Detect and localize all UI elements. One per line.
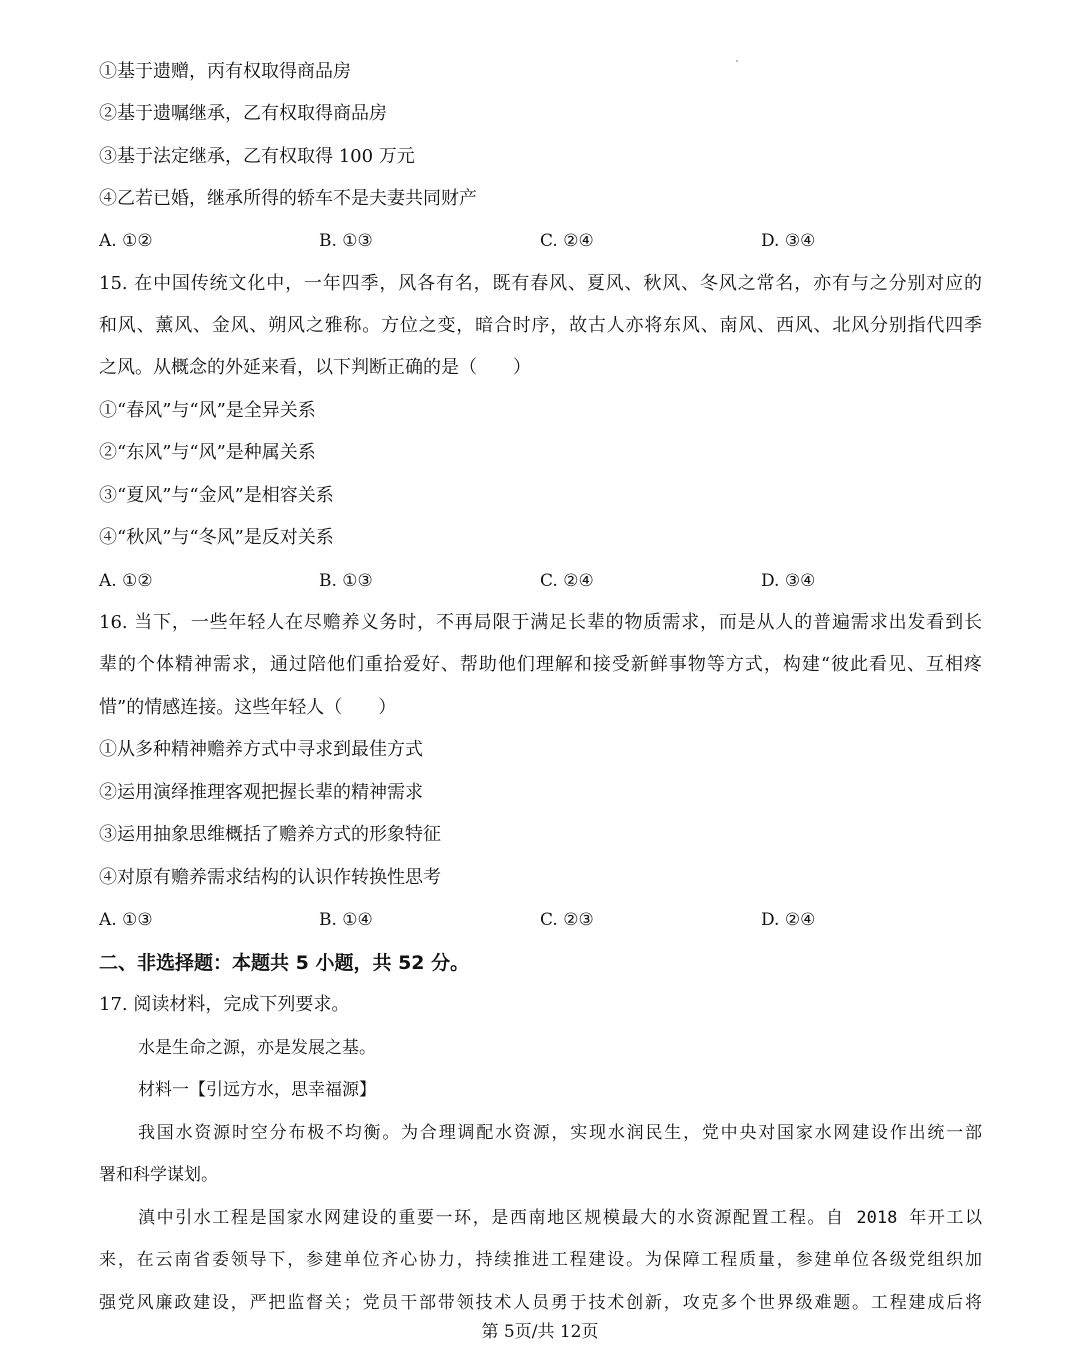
q17-material1-title: 材料一【引远方水，思幸福源】 <box>138 1080 376 1100</box>
q16-stem-line-1: 16. 当下，一些年轻人在尽赡养义务时，不再局限于满足长辈的物质需求，而是从人的普遍需求出发看到长 <box>99 612 982 633</box>
q15-stem-line-2: 和风、薰风、金风、朔风之雅称。方位之变，暗合时序，故古人亦将东风、南风、西风、北风分别指代四季 <box>99 315 982 336</box>
q16-option-b[interactable]: B. ①④ <box>319 910 373 930</box>
q15-stem-line-3: 之风。从概念的外延来看，以下判断正确的是（ ） <box>99 357 531 378</box>
q15-option-b[interactable]: B. ①③ <box>319 571 373 591</box>
q16-option-d[interactable]: D. ②④ <box>761 910 816 930</box>
section-heading: 二、非选择题：本题共 5 小题，共 52 分。 <box>99 952 470 974</box>
q15-stem-line-1: 15. 在中国传统文化中，一年四季，风各有名，既有春风、夏风、秋风、冬风之常名，亦有与之分别对应的 <box>99 273 982 294</box>
q16-stem-line-3: 惜”的情感连接。这些年轻人（ ） <box>99 697 397 718</box>
q14-item-3: ③基于法定继承，乙有权取得 100 万元 <box>99 146 415 167</box>
q15-option-a[interactable]: A. ①② <box>99 571 153 591</box>
q15-item-2: ②“东风”与“风”是种属关系 <box>99 442 316 463</box>
q16-item-1: ①从多种精神赡养方式中寻求到最佳方式 <box>99 739 423 760</box>
q14-option-a[interactable]: A. ①② <box>99 231 153 251</box>
q17-para1-line-1: 我国水资源时空分布极不均衡。为合理调配水资源，实现水润民生，党中央对国家水网建设作出统一部 <box>138 1123 982 1143</box>
q17-para2-line-2: 来，在云南省委领导下，参建单位齐心协力，持续推进工程建设。为保障工程质量，参建单位各级党组织加 <box>99 1250 982 1270</box>
q14-option-d[interactable]: D. ③④ <box>761 231 816 251</box>
q17-para1-line-2: 署和科学谋划。 <box>99 1165 218 1185</box>
q17-para2-line-1: 滇中引水工程是国家水网建设的重要一环，是西南地区规模最大的水资源配置工程。自 2018 年开工以 <box>138 1208 982 1228</box>
q15-option-c[interactable]: C. ②④ <box>540 571 594 591</box>
q17-intro: 水是生命之源，亦是发展之基。 <box>138 1038 376 1058</box>
q16-option-c[interactable]: C. ②③ <box>540 910 594 930</box>
q16-option-a[interactable]: A. ①③ <box>99 910 153 930</box>
q16-item-3: ③运用抽象思维概括了赡养方式的形象特征 <box>99 824 441 845</box>
q16-item-2: ②运用演绎推理客观把握长辈的精神需求 <box>99 782 423 803</box>
q14-item-4: ④乙若已婚，继承所得的轿车不是夫妻共同财产 <box>99 188 477 209</box>
q17-stem: 17. 阅读材料，完成下列要求。 <box>99 994 350 1015</box>
q14-item-1: ①基于遗赠，丙有权取得商品房 <box>99 61 351 82</box>
q15-option-d[interactable]: D. ③④ <box>761 571 816 591</box>
q15-item-4: ④“秋风”与“冬风”是反对关系 <box>99 527 334 548</box>
q16-stem-line-2: 辈的个体精神需求，通过陪他们重拾爱好、帮助他们理解和接受新鲜事物等方式，构建“彼此看见、互相疼 <box>99 654 982 675</box>
q16-item-4: ④对原有赡养需求结构的认识作转换性思考 <box>99 867 441 888</box>
q15-item-3: ③“夏风”与“金风”是相容关系 <box>99 485 334 506</box>
q14-option-b[interactable]: B. ①③ <box>319 231 373 251</box>
q14-option-c[interactable]: C. ②④ <box>540 231 594 251</box>
q14-item-2: ②基于遗嘱继承，乙有权取得商品房 <box>99 103 387 124</box>
q17-para2-line-3: 强党风廉政建设，严把监督关；党员干部带领技术人员勇于技术创新，攻克多个世界级难题。工程建成后将 <box>99 1293 982 1313</box>
q15-item-1: ①“春风”与“风”是全异关系 <box>99 400 316 421</box>
page-number: 第 5页/共 12页 <box>481 1322 599 1342</box>
